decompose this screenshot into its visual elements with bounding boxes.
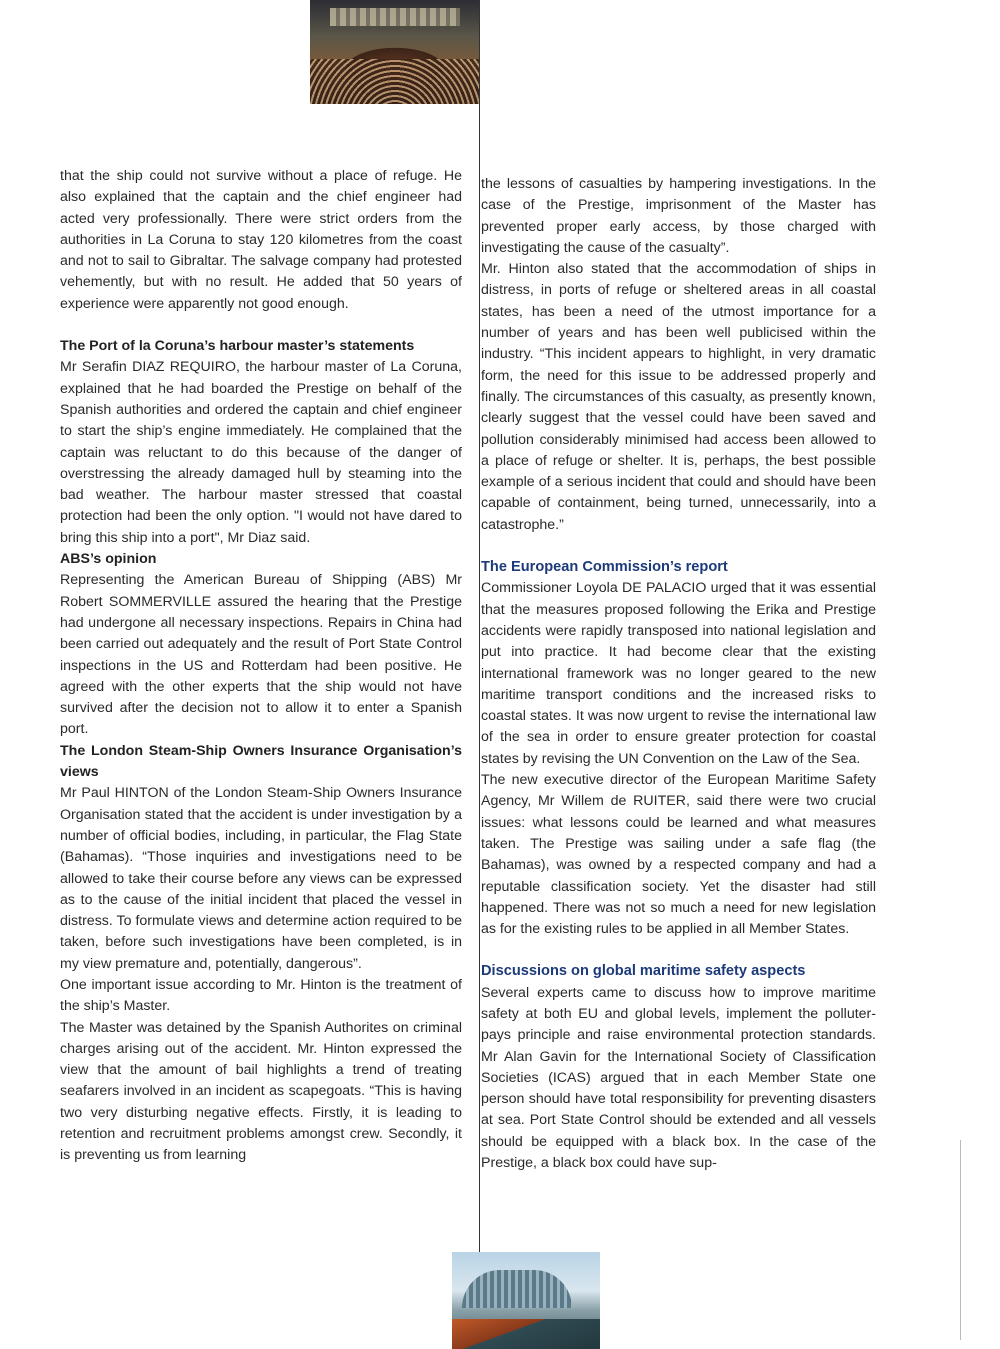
paragraph-master-detained: The Master was detained by the Spanish Authorites on criminal charges arising out of the accident. Mr. Hinton expressed the view that the amount of bail highlights a trend of treating seafarers involved in an incident as scapegoats. “This is having two very disturbing negative effects. Firstly, it is leading to retention and recruitment problems amongst crew. Secondly, it is preventing us from learning bbox=[60, 1019, 462, 1164]
page-edge-line bbox=[960, 1140, 961, 1340]
left-column bbox=[60, 166, 462, 1167]
heading-european-commission: The European Commission’s report bbox=[481, 559, 728, 576]
parliament-building-photo bbox=[452, 1252, 600, 1349]
heading-global-safety: Discussions on global maritime safety aspects bbox=[481, 963, 806, 980]
paragraph-intro: that the ship could not survive without a place of refuge. He also explained that the captain and the chief engineer had acted very professionally. There were strict orders from the authorities in La Coruna to stay 120 kilometres from the coast and not to sail to Gibraltar. The salvage company had protested vehemently, but with no result. He added that 50 years of experience were apparently not good enough. bbox=[60, 168, 462, 312]
heading-harbour-master: The Port of la Coruna’s harbour master’s statements bbox=[60, 338, 415, 355]
column-divider bbox=[479, 0, 480, 1349]
heading-abs-opinion: ABS’s opinion bbox=[60, 551, 157, 568]
paragraph-hinton-refuge: Mr. Hinton also stated that the accommodation of ships in distress, in ports of refuge or sheltered areas in all coastal states, has been a need of the utmost importance for a number of years and has been well publicised within the industry. “This incident appears to highlight, in very dramatic form, the need for this issue to be addressed properly and finally. The circumstances of this casualty, as presently known, clearly suggest that the vessel could have been saved and pollution considerably minimised had access been allowed to a place of refuge or shelter. It is, perhaps, the best possible example of a serious incident that could and should have been capable of containment, being turned, unnecessarily, into a catastrophe.” bbox=[481, 261, 876, 533]
paragraph-abs: Representing the American Bureau of Shipping (ABS) Mr Robert SOMMERVILLE assured the hearing that the Prestige had undergone all necessary inspections. Repairs in China had been carried out adequately and the result of Port State Control inspections in the US and Rotterdam had been positive. He agreed with the other experts that the ship would not have survived after the decision not to allow it to enter a Spanish port. bbox=[60, 572, 462, 738]
paragraph-global-safety: Several experts came to discuss how to improve maritime safety at both EU and global levels, implement the polluter-pays principle and raise environmental protection standards. Mr Alan Gavin for the International Society of Classification Societies (ICAS) argued that in each Member State one person should have total responsibility for preventing disasters at sea. Port State Control should be extended and all vessels should be equipped with a black box. In the case of the Prestige, a black box could have sup- bbox=[481, 984, 876, 1172]
paragraph-lessons: the lessons of casualties by hampering investigations. In the case of the Prestige, imprisonment of the Master has prevented proper early access, by those charged with investigating the cause of the casualty”. bbox=[481, 176, 876, 256]
paragraph-master-issue: One important issue according to Mr. Hinton is the treatment of the ship’s Master. bbox=[60, 976, 462, 1015]
paragraph-commission: Commissioner Loyola DE PALACIO urged that it was essential that the measures proposed following the Erika and Prestige accidents were rapidly transposed into national legislation and put into practice. It had become clear that the existing international framework was no longer geared to the new maritime transport conditions and the increased risks to coastal states. It was now urgent to revise the international law of the sea in order to ensure greater protection for coastal states by revising the UN Convention on the Law of the Sea. bbox=[481, 580, 876, 767]
heading-london-steamship: The London Steam-Ship Owners Insurance Organisation’s views bbox=[60, 742, 462, 781]
paragraph-emsa: The new executive director of the European Maritime Safety Agency, Mr Willem de RUITER, said there were two crucial issues: what lessons could be learned and what measures taken. The Prestige was sailing under a safe flag (the Bahamas), was owned by a respected company and had a reputable classification society. Yet the disaster had still happened. There was not so much a need for new legislation as for the existing rules to be applied in all Member States. bbox=[481, 772, 876, 938]
paragraph-london-steamship: Mr Paul HINTON of the London Steam-Ship Owners Insurance Organisation stated that the accident is under investigation by a number of official bodies, including, in particular, the Flag State (Bahamas). “Those inquiries and investigations need to be allowed to take their course before any views can be expressed as to the cause of the initial incident that placed the vessel in distress. To formulate views and determine action required to be taken, before such investigations have been completed, is in my view premature and, potentially, dangerous”. bbox=[60, 785, 462, 972]
paragraph-harbour-master: Mr Serafin DIAZ REQUIRO, the harbour master of La Coruna, explained that he had boarded the Prestige on behalf of the Spanish authorities and ordered the captain and chief engineer to start the ship’s engine immediately. He complained that the captain was reluctant to do this because of the danger of overstressing the already damaged hull by steaming into the bad weather. The harbour master stressed that coastal protection had been the only option. "I would not have dared to bring this ship into a port", Mr Diaz said. bbox=[60, 359, 462, 546]
parliament-hemicycle-photo bbox=[310, 0, 480, 104]
right-column bbox=[481, 174, 876, 1174]
